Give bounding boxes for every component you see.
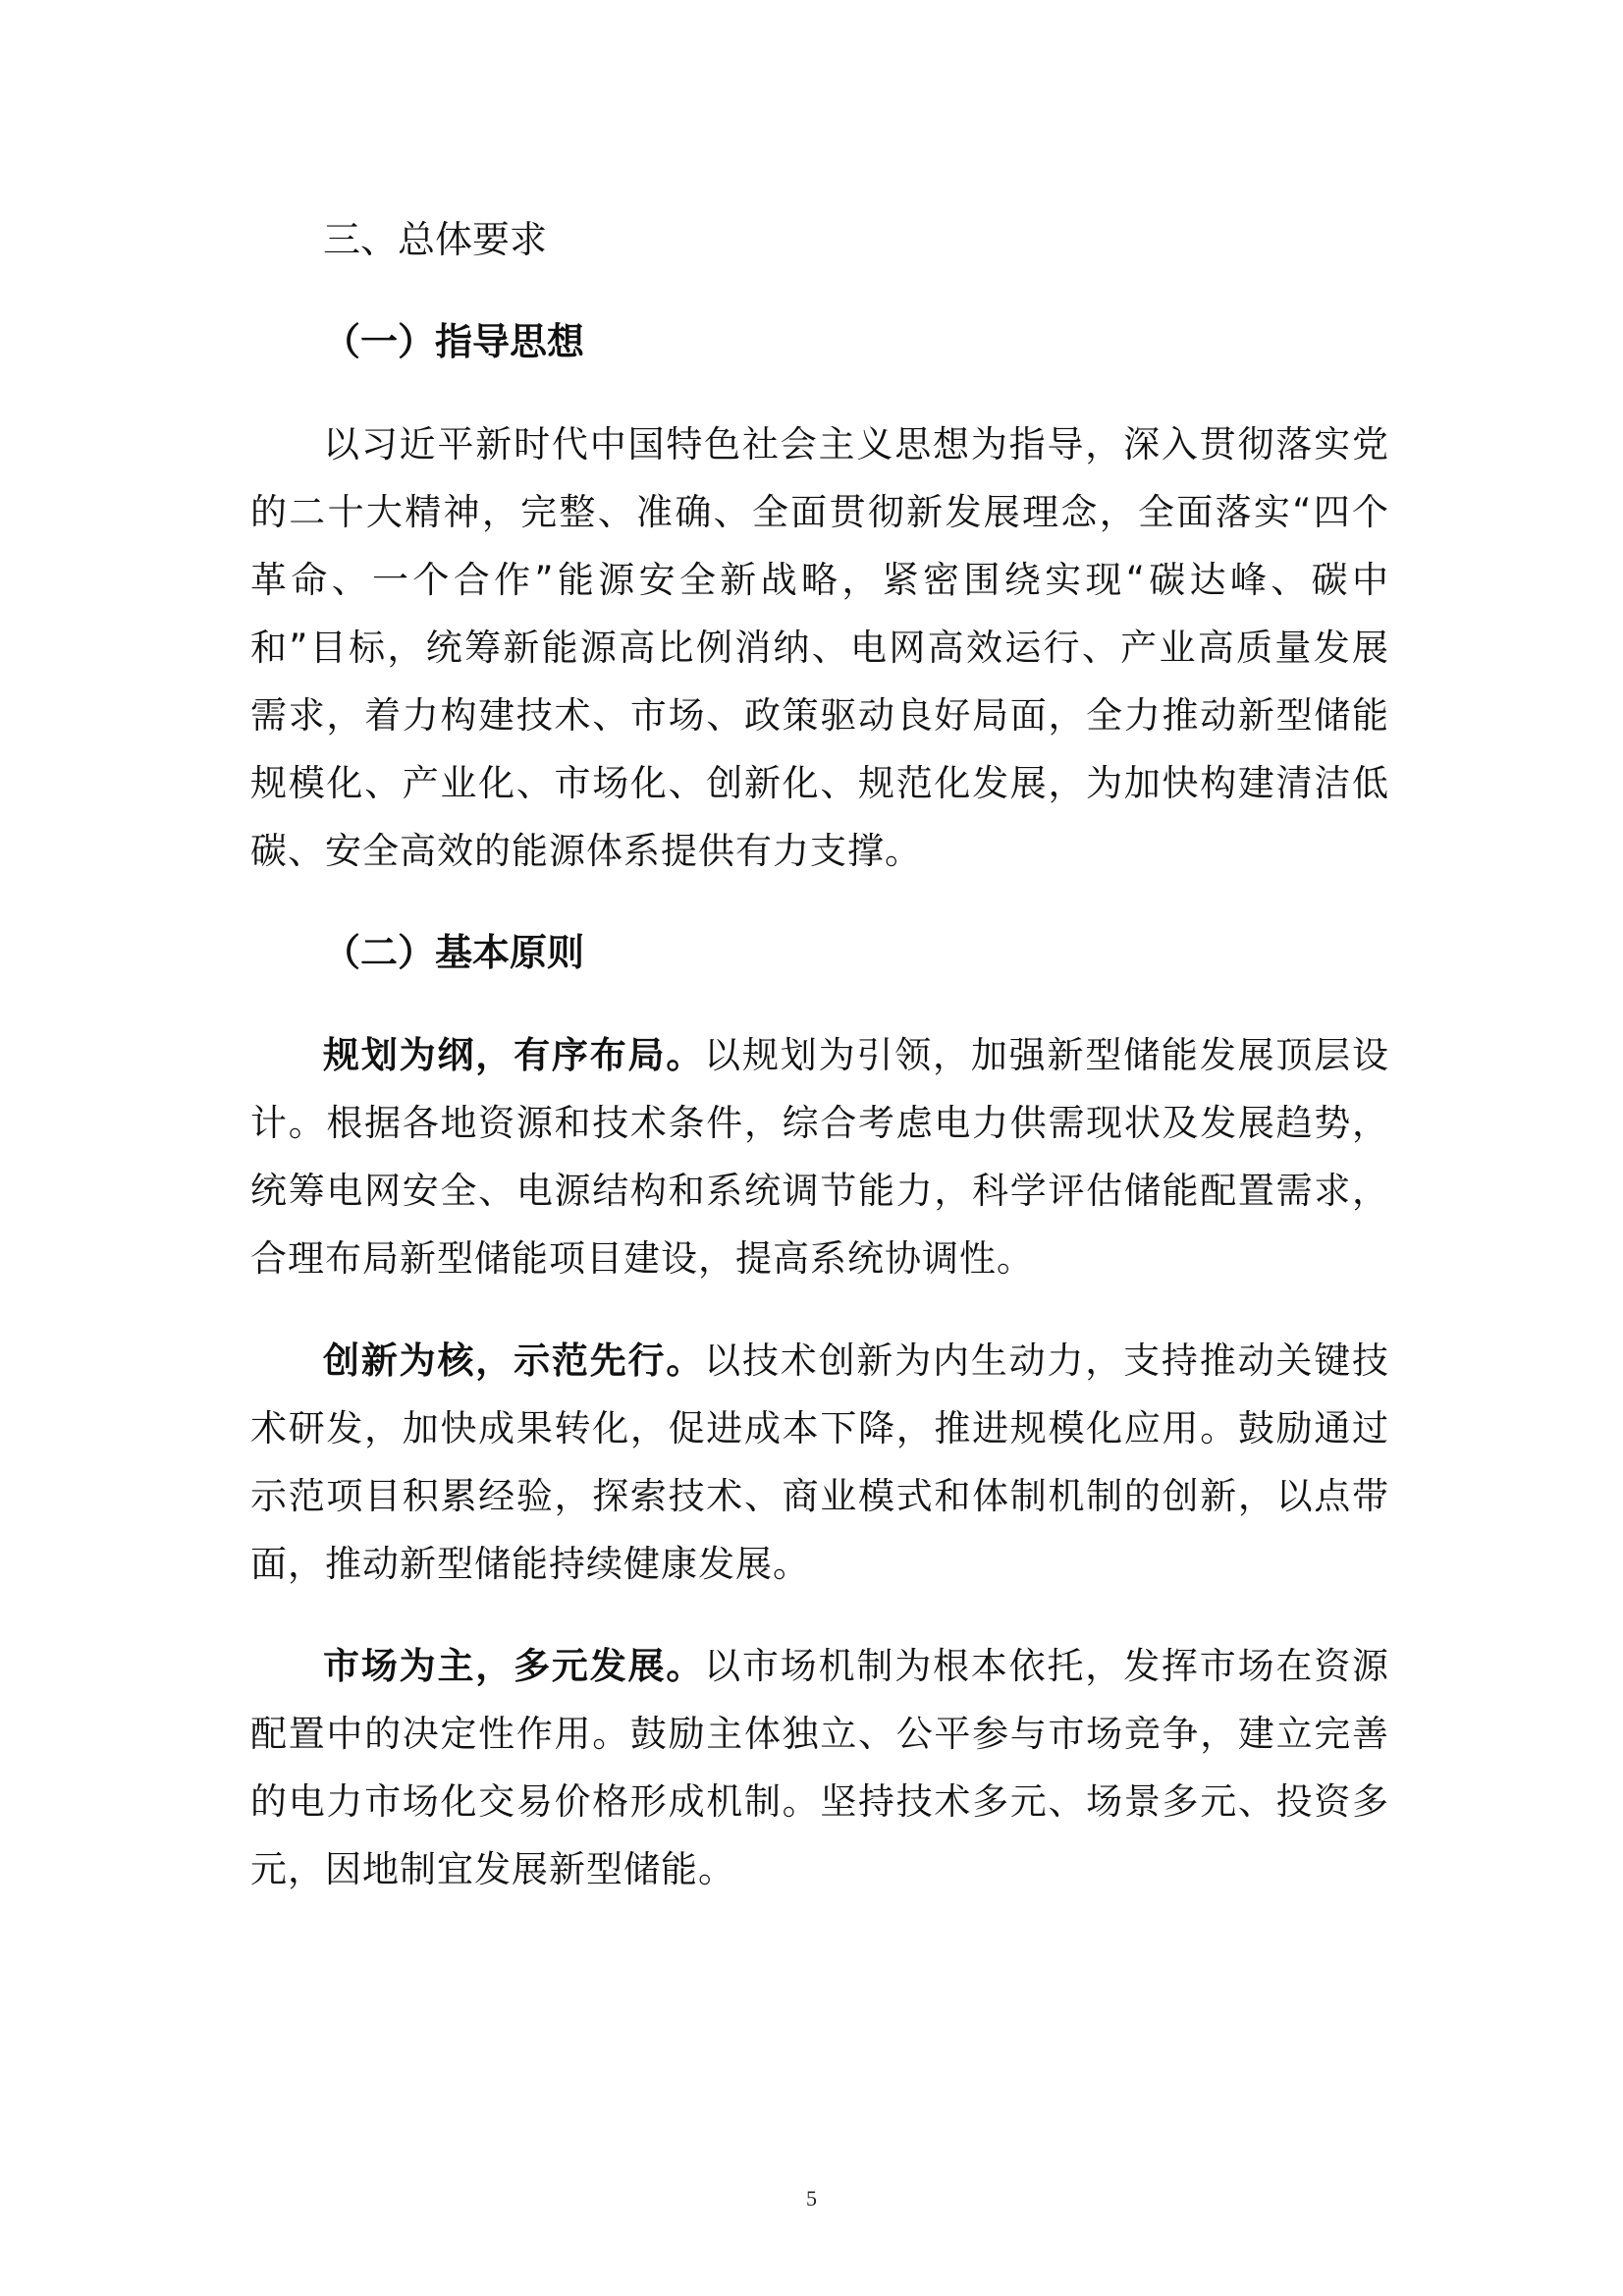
principle-lead-3: 市场为主，多元发展。	[323, 1645, 705, 1687]
subsection-heading-principles: （二）基本原则	[323, 931, 585, 974]
principle-lead-2: 创新为核，示范先行。	[323, 1339, 705, 1382]
page-content	[250, 206, 1389, 1938]
page-number: 5	[806, 2186, 817, 2211]
principle-paragraph-1	[250, 1021, 1389, 1292]
subsection-heading-guiding: （一）指导思想	[323, 320, 585, 363]
principle-paragraph-2	[250, 1327, 1389, 1598]
principle-paragraph-3	[250, 1632, 1389, 1903]
section-title: 三、总体要求	[323, 218, 548, 261]
guiding-paragraph: 以习近平新时代中国特色社会主义思想为指导，深入贯彻落实党的二十大精神，完整、准确、全面贯彻新发展理念，全面落实“四个革命、一个合作”能源安全新战略，紧密围绕实现“碳达峰、碳中和”目标，统筹新能源高比例消纳、电网高效运行、产业高质量发展需求，着力构建技术、市场、政策驱动良好局面，全力推动新型储能规模化、产业化、市场化、创新化、规范化发展，为加快构建清洁低碳、安全高效的能源体系提供有力支撑。	[250, 423, 1389, 872]
principle-text-2: 以技术创新为内生动力，支持推动关键技术研发，加快成果转化，促进成本下降，推进规模化应用。鼓励通过示范项目积累经验，探索技术、商业模式和体制机制的创新，以点带面，推动新型储能持续健康发展。	[250, 1339, 1390, 1585]
principle-lead-1: 规划为纲，有序布局。	[323, 1034, 705, 1076]
principle-text-3: 以市场机制为根本依托，发挥市场在资源配置中的决定性作用。鼓励主体独立、公平参与市场竞争，建立完善的电力市场化交易价格形成机制。坚持技术多元、场景多元、投资多元，因地制宜发展新型储能。	[250, 1645, 1390, 1890]
principle-text-1: 以规划为引领，加强新型储能发展顶层设计。根据各地资源和技术条件，综合考虑电力供需现状及发展趋势，统筹电网安全、电源结构和系统调节能力，科学评估储能配置需求，合理布局新型储能项目建设，提高系统协调性。	[250, 1034, 1390, 1280]
